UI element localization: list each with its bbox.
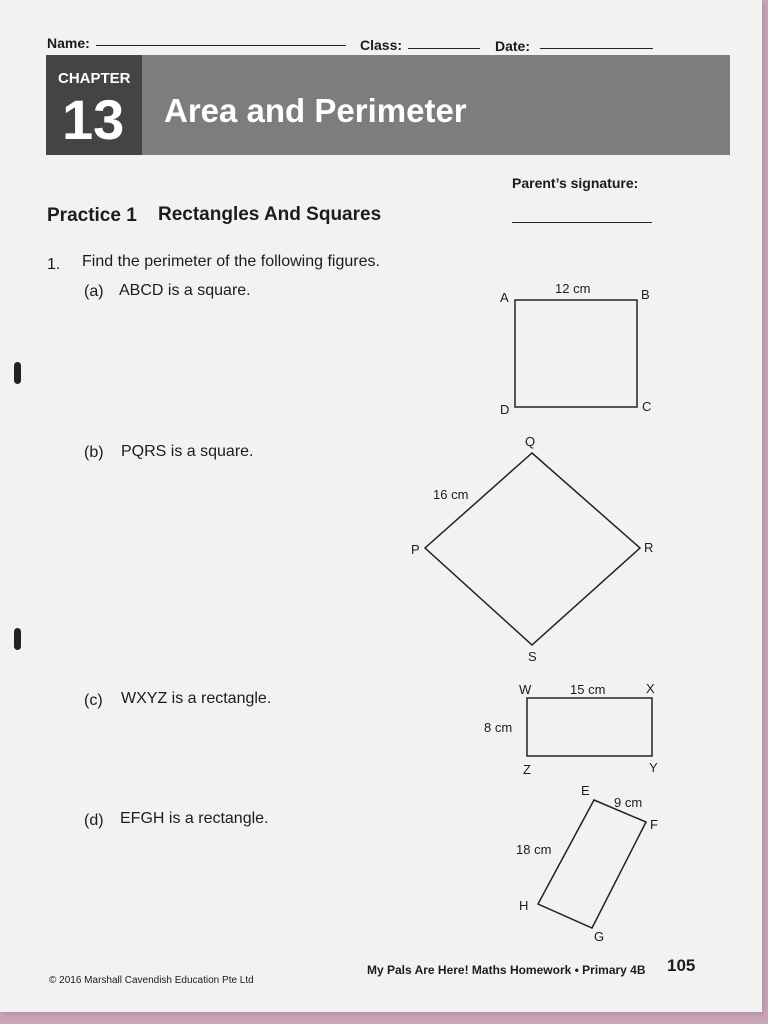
copyright: © 2016 Marshall Cavendish Education Pte Ltd [49, 975, 254, 986]
page-number: 105 [667, 956, 696, 975]
part-d-label: (d) [84, 812, 104, 829]
vertex-w: W [519, 682, 532, 697]
part-b-label: (b) [84, 444, 104, 461]
side-label-b: 16 cm [433, 487, 469, 502]
vertex-a: A [500, 290, 509, 305]
vertex-b: B [641, 287, 650, 302]
vertex-c: C [642, 399, 652, 414]
square-abcd [515, 300, 637, 407]
part-c-text: WXYZ is a rectangle. [121, 690, 272, 707]
length-label-c: 15 cm [570, 682, 606, 697]
practice-title: Rectangles And Squares [158, 204, 382, 225]
part-d-text: EFGH is a rectangle. [120, 810, 269, 827]
practice-label: Practice 1 [47, 205, 137, 226]
vertex-s: S [528, 649, 537, 664]
vertex-q: Q [525, 434, 536, 449]
chapter-word: CHAPTER [58, 70, 131, 87]
question-text: Find the perimeter of the following figures. [82, 253, 380, 270]
vertex-g: G [594, 929, 605, 944]
book-title: My Pals Are Here! Maths Homework • Primary 4B [367, 963, 646, 977]
chapter-title: Area and Perimeter [164, 92, 467, 129]
vertex-f: F [650, 817, 658, 832]
part-a-label: (a) [84, 283, 104, 300]
vertex-x: X [646, 681, 655, 696]
date-label: Date: [495, 38, 531, 54]
part-b-text: PQRS is a square. [121, 443, 254, 460]
chapter-number: 13 [62, 88, 125, 151]
parent-signature-label: Parent’s signature: [512, 175, 639, 191]
rectangle-efgh [538, 800, 646, 928]
class-label: Class: [360, 37, 403, 53]
part-c-label: (c) [84, 692, 103, 709]
square-pqrs [425, 453, 640, 645]
vertex-r: R [644, 540, 654, 555]
rectangle-wxyz [527, 698, 652, 756]
vertex-h: H [519, 898, 529, 913]
width-label-d: 9 cm [614, 795, 643, 810]
width-label-c: 8 cm [484, 720, 513, 735]
vertex-z: Z [523, 762, 531, 777]
vertex-e: E [581, 783, 590, 798]
length-label-d: 18 cm [516, 842, 552, 857]
vertex-y: Y [649, 760, 658, 775]
side-label-a: 12 cm [555, 281, 591, 296]
vertex-p: P [411, 542, 420, 557]
part-a-text: ABCD is a square. [119, 282, 251, 299]
vertex-d: D [500, 402, 510, 417]
question-number: 1. [47, 256, 61, 273]
name-label: Name: [47, 35, 90, 51]
